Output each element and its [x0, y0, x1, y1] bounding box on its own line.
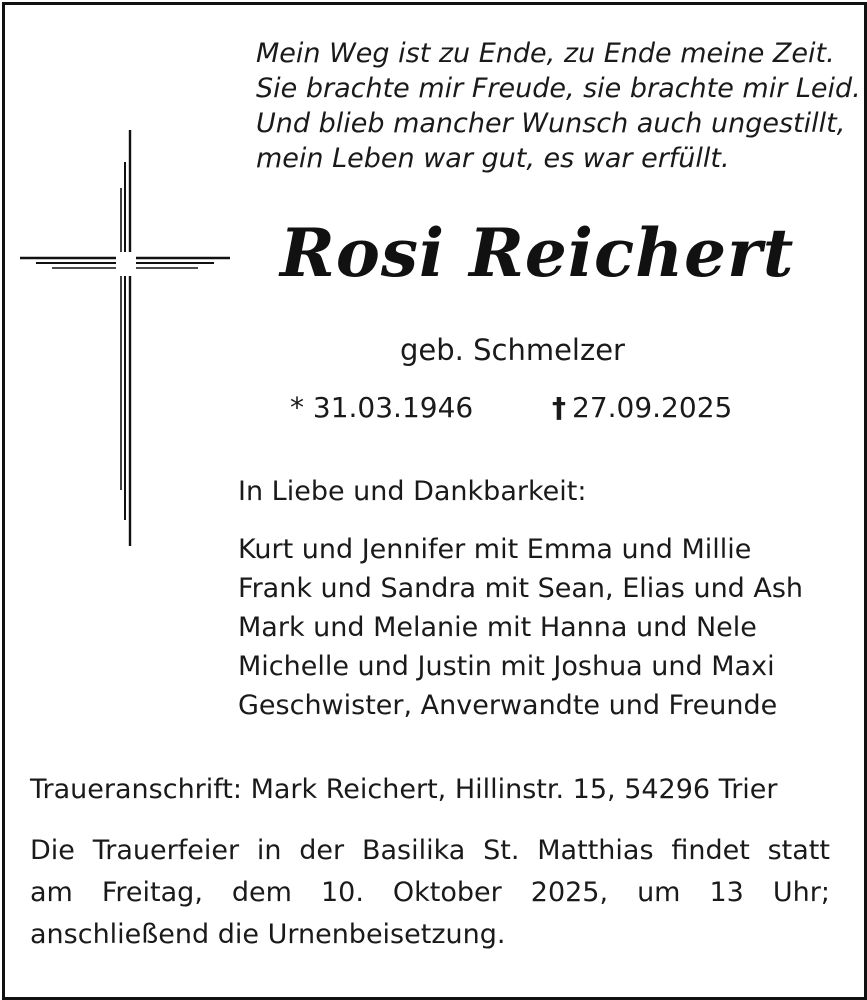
poem [256, 36, 861, 176]
ceremony-line-1 [30, 830, 830, 872]
mourner-line: Michelle und Justin mit Joshua und Maxi [238, 651, 775, 682]
ceremony-line-2 [30, 872, 830, 914]
ceremony-word: am [30, 877, 73, 908]
poem-line: mein Leben war gut, es war erfüllt. [256, 143, 730, 174]
mourner-line: Frank und Sandra mit Sean, Elias und Ash [238, 573, 804, 604]
ceremony-word: 2025, [530, 877, 609, 908]
mourners-intro: In Liebe und Dankbarkeit: [238, 476, 587, 507]
birth-name: geb. Schmelzer [400, 333, 625, 367]
ceremony-word: in [256, 835, 282, 866]
birth-date: * 31.03.1946 [290, 391, 474, 424]
ceremony-word: Oktober [392, 877, 502, 908]
ceremony-word: St. [483, 835, 520, 866]
mourner-line: Kurt und Jennifer mit Emma und Millie [238, 534, 752, 565]
death-date: 27.09.2025 [572, 391, 733, 424]
ceremony-word: 13 [709, 877, 744, 908]
ceremony-word: Matthias [537, 835, 654, 866]
ceremony-word: dem [231, 877, 292, 908]
ceremony-word: Freitag, [101, 877, 203, 908]
mourner-line: Mark und Melanie mit Hanna und Nele [238, 612, 757, 643]
ceremony-word: Die [30, 835, 75, 866]
ceremony-word: Basilika [361, 835, 466, 866]
death-date-group [552, 388, 732, 428]
ceremony-line-3: anschließend die Urnenbeisetzung. [30, 919, 506, 950]
ceremony-word: statt [767, 835, 830, 866]
ceremony-word: Trauerfeier [92, 835, 240, 866]
mourners-list [238, 530, 803, 725]
ceremony-word: 10. [320, 877, 364, 908]
ceremony-word: der [299, 835, 345, 866]
dagger-icon: † [552, 391, 566, 424]
poem-line: Sie brachte mir Freude, sie brachte mir Leid. [256, 73, 861, 104]
ceremony-word: findet [671, 835, 750, 866]
ceremony-notice [30, 830, 830, 956]
poem-line: Und blieb mancher Wunsch auch ungestillt, [256, 108, 846, 139]
ceremony-word: Uhr; [772, 877, 830, 908]
mourning-address: Traueranschrift: Mark Reichert, Hillinstr. 15, 54296 Trier [30, 774, 778, 805]
ceremony-word: um [637, 877, 681, 908]
cross-icon [18, 130, 232, 550]
life-dates [290, 388, 733, 428]
mourner-line: Geschwister, Anverwandte und Freunde [238, 690, 778, 721]
deceased-name: Rosi Reichert [280, 214, 795, 292]
poem-line: Mein Weg ist zu Ende, zu Ende meine Zeit. [256, 38, 835, 69]
